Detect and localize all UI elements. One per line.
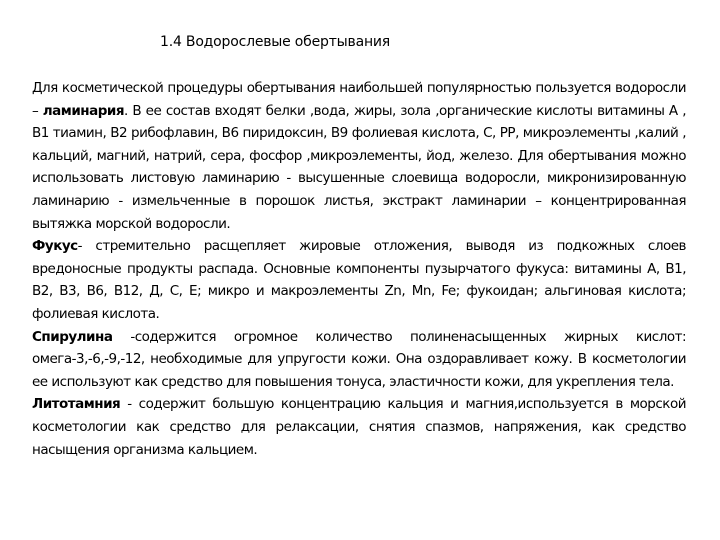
paragraph-text: . В ее состав входят белки ,вода, жиры, зола ,органические кислоты витамины А , В1 тиамин, В2 рибофлавин, В6 пиридоксин, В9 фолиевая кислота, С, РР, микроэлементы ,калий , кальций, магний, натрий, сера, фосфор ,микроэлементы, йод, железо. Для обертывания можно использовать листовую ламинарию - высушенные слоевища водоросли, микронизированную ламинарию - измельченные в порошок листья, экстракт ламинарии – концентрированная вытяжка морской водоросли. xyxy=(32,102,686,232)
paragraph-text: - содержит большую концентрацию кальция и магния,используется в морской косметологии как средство для релаксации, снятия спазмов, напряжения, как средство насыщения организма кальцием. xyxy=(32,396,686,458)
term-lithothamnium: Литотамния xyxy=(32,396,121,413)
paragraph-text: -содержится огромное количество полиненасыщенных жирных кислот: омега-3,-6,-9,-12, необходимые для упругости кожи. Она оздоравливает кожу. В косметологии ее используют как средство для повышения тонуса, эластичности кожи, для укрепления тела. xyxy=(32,328,686,390)
term-fucus: Фукус xyxy=(32,238,78,255)
paragraph-intro: Для косметической процедуры обертывания наибольшей популярностью пользуется водоросли – xyxy=(32,80,686,119)
term-spirulina: Спирулина xyxy=(32,328,113,345)
paragraph-lithothamnium xyxy=(32,393,686,461)
paragraph-laminaria xyxy=(32,77,686,235)
term-laminaria: ламинария xyxy=(42,102,125,119)
paragraph-fucus xyxy=(32,235,686,325)
section-title: 1.4 Водорослевые обертывания xyxy=(160,34,391,50)
body-text xyxy=(32,77,686,461)
paragraph-text: - стремительно расщепляет жировые отложения, выводя из подкожных слоев вредоносные продукты распада. Основные компоненты пузырчатого фукуса: витамины А, В1, В2, В3, В6, В12, Д, С, Е; микро и макроэлементы Zn, Mn, Fe; фукоидан; альгиновая кислота; фолиевая кислота. xyxy=(32,238,686,322)
paragraph-spirulina xyxy=(32,326,686,394)
